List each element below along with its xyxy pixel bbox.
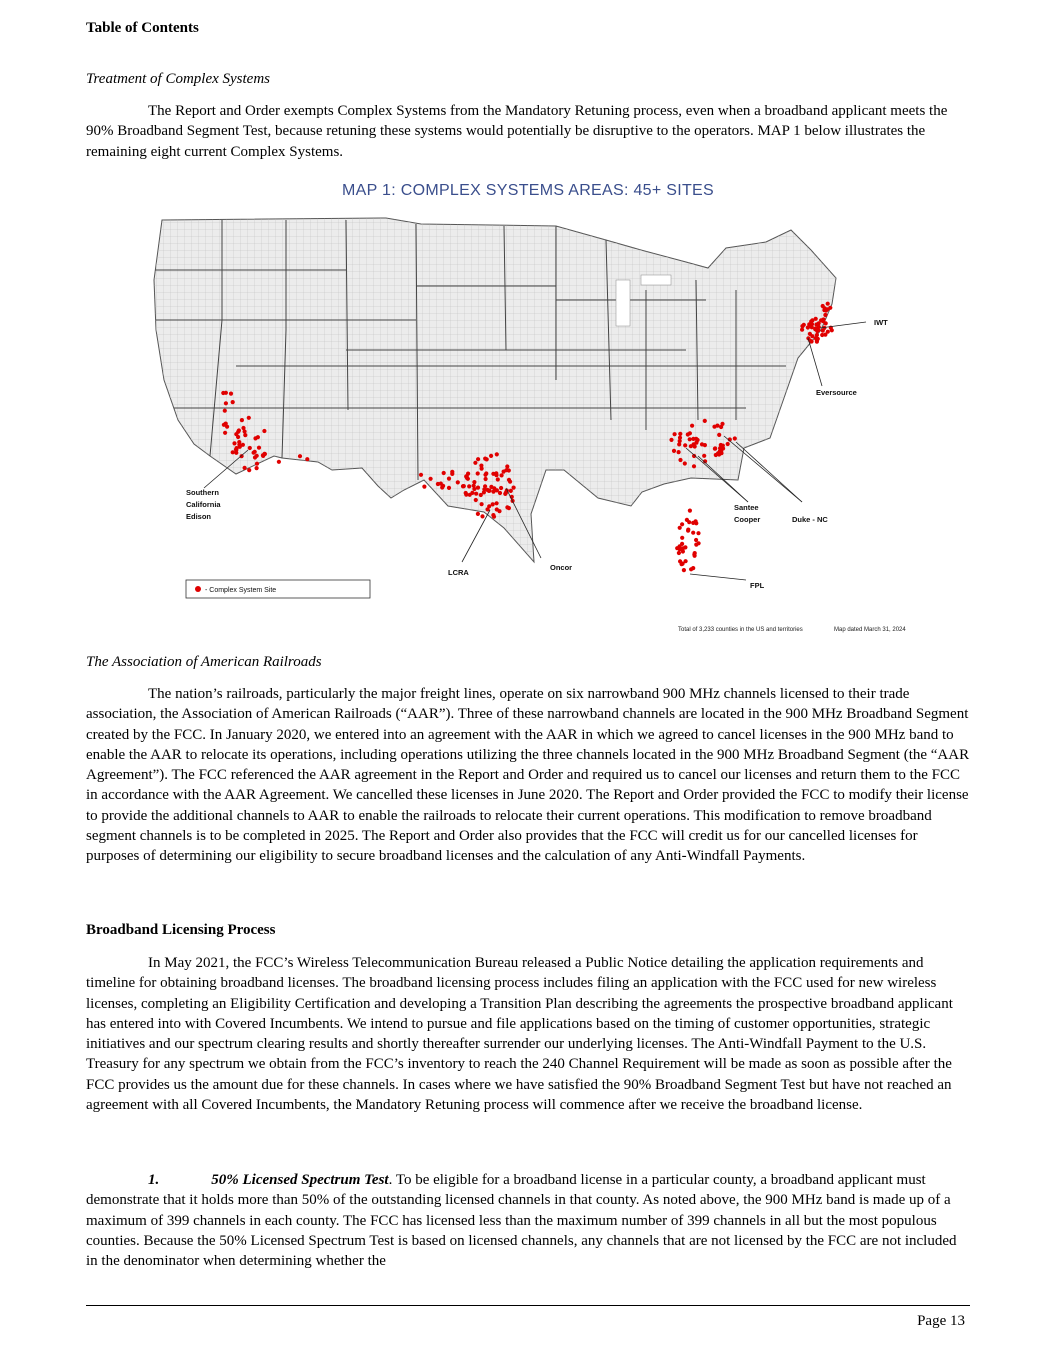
site-dot [809, 319, 813, 323]
site-dot [473, 461, 477, 465]
site-dot [236, 435, 240, 439]
site-dot [229, 392, 233, 396]
site-dot [733, 436, 737, 440]
label-lcra: LCRA [448, 568, 469, 577]
site-dot [498, 491, 502, 495]
site-dot [497, 509, 501, 513]
site-dot [690, 424, 694, 428]
site-dot [465, 474, 469, 478]
site-dot [726, 442, 730, 446]
item-title: 50% Licensed Spectrum Test [211, 1172, 389, 1188]
site-dot [224, 401, 228, 405]
site-dot [691, 437, 695, 441]
site-dot [241, 426, 245, 430]
site-dot [253, 455, 257, 459]
site-dot [461, 484, 465, 488]
site-dot [480, 467, 484, 471]
label-sce-1: Southern [186, 488, 219, 497]
site-dot [472, 484, 476, 488]
site-dot [691, 521, 695, 525]
site-dot [672, 449, 676, 453]
site-dot [464, 491, 468, 495]
site-dot [225, 425, 229, 429]
site-dot [485, 457, 489, 461]
site-dot [277, 460, 281, 464]
map-figure [86, 180, 970, 640]
site-dot [248, 446, 252, 450]
site-dot [507, 506, 511, 510]
site-dot [456, 480, 460, 484]
site-dot [485, 488, 489, 492]
site-dot [257, 446, 261, 450]
site-dot [820, 333, 824, 337]
site-dot [678, 547, 682, 551]
site-dot [255, 462, 259, 466]
site-dot [691, 531, 695, 535]
site-dot [688, 509, 692, 513]
site-dot [450, 470, 454, 474]
site-dot [480, 502, 484, 506]
site-dot [815, 333, 819, 337]
site-dot [678, 458, 682, 462]
site-dot [673, 432, 677, 436]
site-dot [683, 545, 687, 549]
complex-systems-heading: Treatment of Complex Systems [86, 71, 271, 87]
site-dot [696, 438, 700, 442]
site-dot [810, 334, 814, 338]
site-dot [696, 531, 700, 535]
label-santee-2: Cooper [734, 515, 761, 524]
site-dot [255, 466, 259, 470]
site-dot [495, 452, 499, 456]
site-dot [677, 442, 681, 446]
site-dot [702, 454, 706, 458]
site-dot [484, 477, 488, 481]
site-dot [442, 471, 446, 475]
legend-label: - Complex System Site [205, 587, 277, 594]
site-dot [479, 493, 483, 497]
site-dot [232, 441, 236, 445]
site-dot [476, 457, 480, 461]
site-dot [685, 518, 689, 522]
label-eversource: Eversource [816, 388, 857, 397]
label-sce-2: California [186, 500, 221, 509]
site-dot [489, 485, 493, 489]
site-dot [826, 302, 830, 306]
site-dot [500, 473, 504, 477]
site-dot [447, 477, 451, 481]
site-dot [712, 425, 716, 429]
item-number: 1. [148, 1172, 160, 1188]
site-dot [489, 454, 493, 458]
site-dot [467, 484, 471, 488]
site-dot [683, 461, 687, 465]
site-dot [484, 471, 488, 475]
site-dot [422, 485, 426, 489]
site-dot [512, 486, 516, 490]
site-dot [470, 491, 474, 495]
label-fpl: FPL [750, 581, 765, 590]
map-legend [186, 580, 370, 598]
site-dot [495, 501, 499, 505]
site-dot [680, 542, 684, 546]
site-dot [487, 504, 491, 508]
site-dot [476, 512, 480, 516]
site-dot [683, 443, 687, 447]
site-dot [826, 330, 830, 334]
site-dot [256, 435, 260, 439]
site-dot [235, 446, 239, 450]
site-dot [697, 541, 701, 545]
site-dot [680, 536, 684, 540]
complex-systems-paragraph: The Report and Order exempts Complex Systems from the Mandatory Retuning process, even when a broadband applicant meets the 90% Broadband Segment Test, because retuning these systems would potentially be disruptive to the operators. MAP 1 below illustrates the remaining eight current Complex Systems. [86, 103, 948, 160]
site-dot [719, 425, 723, 429]
site-dot [474, 492, 478, 496]
site-dot [439, 482, 443, 486]
site-dot [247, 416, 251, 420]
site-dot [237, 428, 241, 432]
site-dot [703, 419, 707, 423]
site-dot [499, 486, 503, 490]
label-oncor: Oncor [550, 563, 573, 572]
site-dot [247, 468, 251, 472]
site-dot [669, 438, 673, 442]
site-dot [507, 478, 511, 482]
site-dot [806, 325, 810, 329]
site-dot [472, 480, 476, 484]
site-dot [692, 464, 696, 468]
site-dot [688, 437, 692, 441]
site-dot [231, 450, 235, 454]
site-dot [262, 452, 266, 456]
site-dot [474, 498, 478, 502]
site-dot [494, 471, 498, 475]
site-dot [682, 568, 686, 572]
complex-systems-map [86, 180, 970, 640]
site-dot [440, 485, 444, 489]
site-dot [509, 489, 513, 493]
site-dot [491, 513, 495, 517]
site-dot [447, 486, 451, 490]
site-dot [691, 566, 695, 570]
site-dot [262, 429, 266, 433]
site-dot [717, 433, 721, 437]
site-dot [231, 400, 235, 404]
site-dot [305, 457, 309, 461]
site-dot [243, 466, 247, 470]
label-sce-3: Edison [186, 512, 212, 521]
site-dot [419, 473, 423, 477]
site-dot [815, 328, 819, 332]
site-dot [692, 442, 696, 446]
site-dot [678, 432, 682, 436]
site-dot [298, 454, 302, 458]
site-dot [243, 433, 247, 437]
page-number: Page 13 [917, 1313, 965, 1329]
site-dot [476, 486, 480, 490]
site-dot [252, 451, 256, 455]
site-dot [504, 468, 508, 472]
site-dot [677, 450, 681, 454]
site-dot [719, 451, 723, 455]
site-dot [823, 313, 827, 317]
aar-heading: The Association of American Railroads [86, 654, 322, 670]
label-iwt: IWT [874, 318, 888, 327]
site-dot [221, 391, 225, 395]
label-santee-1: Santee [734, 503, 759, 512]
site-dot [429, 477, 433, 481]
site-dot [240, 418, 244, 422]
site-dot [677, 551, 681, 555]
site-dot [681, 562, 685, 566]
site-dot [825, 307, 829, 311]
site-dot [476, 471, 480, 475]
site-dot [800, 328, 804, 332]
broadband-licensing-heading: Broadband Licensing Process [86, 922, 276, 938]
footer-rule [86, 1305, 970, 1306]
site-dot [814, 322, 818, 326]
site-dot [505, 464, 509, 468]
site-dot [686, 528, 690, 532]
table-of-contents-link[interactable]: Table of Contents [86, 20, 199, 36]
counties-note: Total of 3,233 counties in the US and territories [678, 627, 803, 633]
site-dot [496, 477, 500, 481]
site-dot [821, 319, 825, 323]
site-dot [678, 526, 682, 530]
item-text: . To be eligible for a broadband license in a particular county, a broadband applicant must demonstrate that it holds more than 50% of the outstanding licensed channels in that county. As noted above, the 900 MHz band is made up of a maximum of 399 channels in each county. The FCC has licensed less than the maximum number of 399 channels in all but the most populous counties. Because the 50% Licensed Spectrum Test is based on licensed channels, any channels that are not licensed by the FCC are not included in the denominator when determining whether the [86, 1172, 957, 1270]
site-dot [688, 431, 692, 435]
site-dot [800, 324, 804, 328]
map-title: MAP 1: COMPLEX SYSTEMS AREAS: 45+ SITES [342, 182, 714, 199]
broadband-licensing-paragraph: In May 2021, the FCC’s Wireless Telecommunication Bureau released a Public Notice detailing the application requirements and timeline for obtaining broadband licenses. The broadband licensing process includes filing an application with the FCC used for new wireless licenses, completing an Eligibility Certification and developing a Transition Plan describing the agreements the prospective broadband applicant has entered into with Covered Incumbents. We intend to pursue and file applications based on the timing of customer opportunities, strategic initiatives and our spectrum clearing results and shortly thereafter surrender our underlying licenses. The Anti-Windfall Payment to the U.S. Treasury for any spectrum we obtain from the FCC’s inventory to reach the 240 Channel Requirement will be made as soon as possible after the FCC provides us the amount due for these channels. In cases where we have satisfied the 90% Broadband Segment Test but have not reached an agreement with all Covered Incumbents, the Mandatory Retuning process will commence after we receive the broadband license. [86, 955, 953, 1114]
licensed-spectrum-test-paragraph [86, 1170, 970, 1271]
site-dot [223, 431, 227, 435]
aar-paragraph: The nation’s railroads, particularly the major freight lines, operate on six narrowband 900 MHz channels licensed to their trade association, the Association of American Railroads (“AAR”). Three of these narrowband channels are located in the 900 MHz Broadband Segment created by the FCC. In January 2020, we entered into an agreement with the AAR in which we agreed to cancel licenses in the 900 MHz band to enable the AAR to relocate its operations, including operations utilizing the three channels located in the 900 MHz Broadband Segment (the “AAR Agreement”). The FCC referenced the AAR agreement in the Report and Order and required us to cancel our licenses and return them to the FCC in accordance with the AAR Agreement. We cancelled these licenses in June 2020. The Report and Order provided the FCC to modify their license to provide the additional channels to AAR to enable the railroads to relocate their current operations. This modification to remove broadband segment channels is to be completed in 2025. The Report and Order also provides that the FCC will credit us for our cancelled licenses for purposes of determining our eligibility to secure broadband licenses and the calculation of any Anti-Windfall Payments. [86, 686, 970, 865]
site-dot [713, 446, 717, 450]
site-dot [693, 551, 697, 555]
site-dot [680, 522, 684, 526]
map-date-note: Map dated March 31, 2024 [834, 627, 906, 633]
site-dot [480, 514, 484, 518]
site-dot [703, 443, 707, 447]
site-dot [223, 409, 227, 413]
label-duke: Duke - NC [792, 515, 828, 524]
site-dot [241, 443, 245, 447]
